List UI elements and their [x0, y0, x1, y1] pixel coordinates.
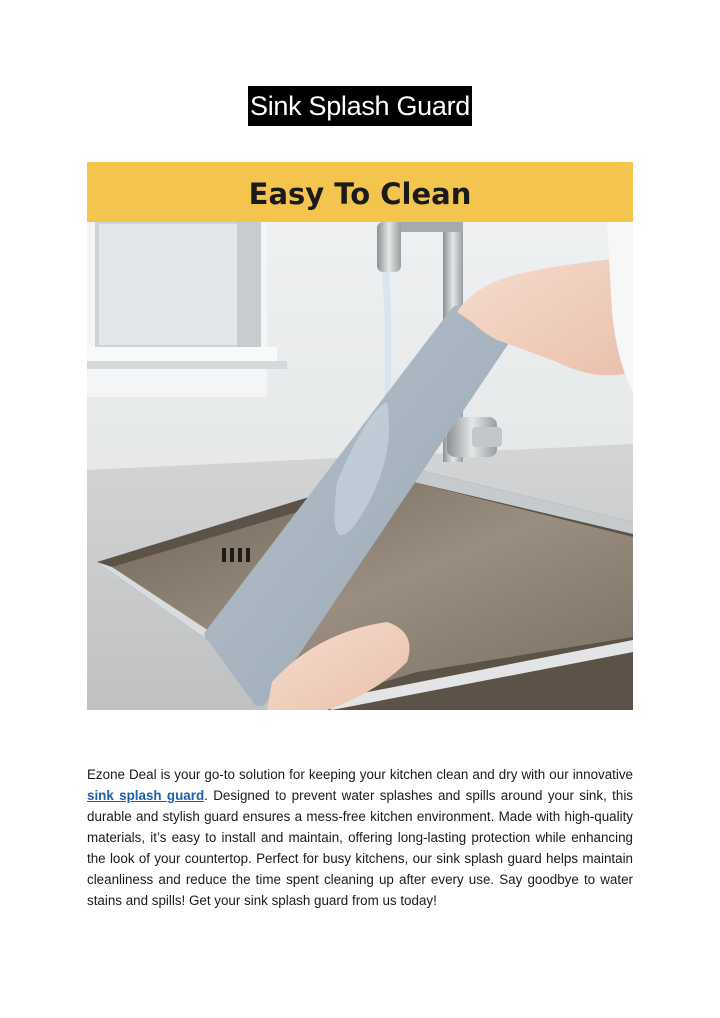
- paragraph-text-rest: . Designed to prevent water splashes and spills around your sink, this durable and stylish guard ensures a mess-free kitchen environment. Made with high-quality materials, it’s easy to install and maintain, offering long-lasting protection while enhancing the look of your countertop. Perfect for busy kitchens, our sink splash guard helps maintain cleanliness and reduce the time spent cleaning up after every use. Say goodbye to water stains and spills! Get your sink splash guard from us today!: [87, 788, 633, 909]
- window-frame: [87, 222, 287, 397]
- description-paragraph: [87, 764, 633, 911]
- page-title: Sink Splash Guard: [248, 86, 472, 126]
- sink-splash-guard-link[interactable]: sink splash guard: [87, 788, 205, 804]
- title-container: [0, 86, 720, 126]
- product-image: [87, 162, 633, 710]
- product-photo-illustration: [87, 162, 633, 710]
- banner-text: Easy To Clean: [248, 177, 472, 211]
- paragraph-text-intro: Ezone Deal is your go-to solution for keeping your kitchen clean and dry with our innovative: [87, 767, 633, 783]
